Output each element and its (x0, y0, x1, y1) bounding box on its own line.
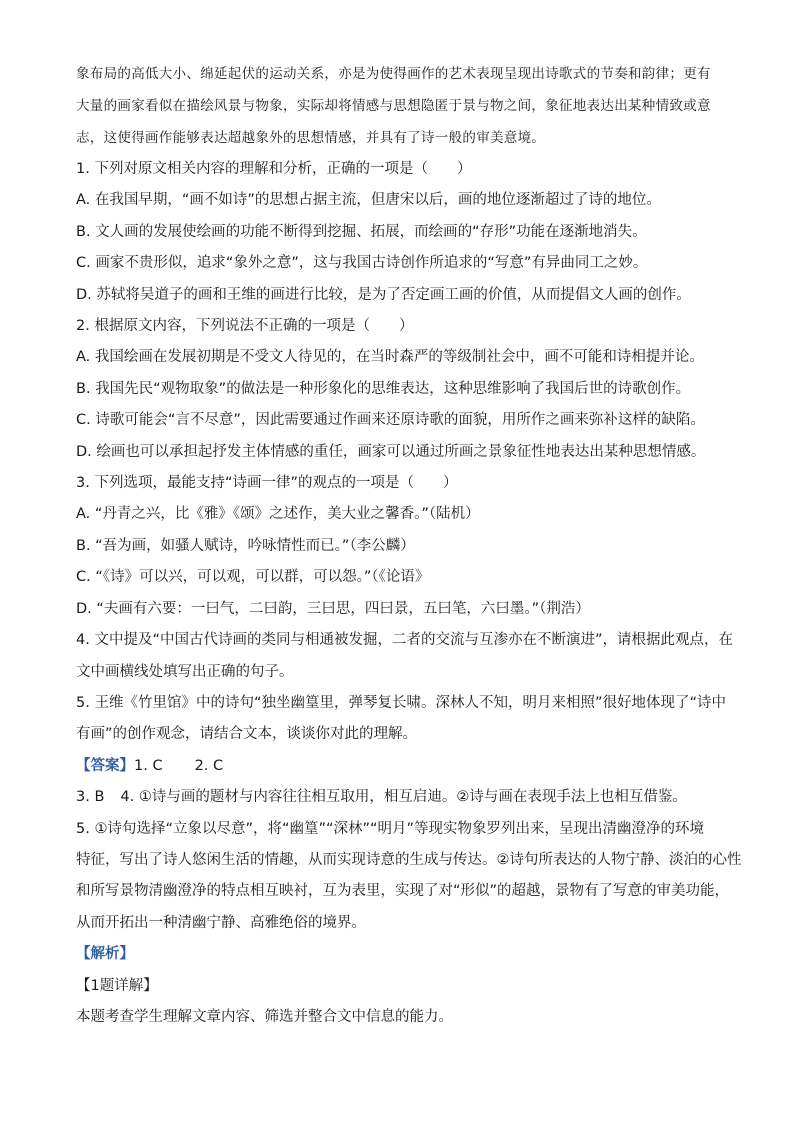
option-d: D. 绘画也可以承担起抒发主体情感的重任，画家可以通过所画之景象征性地表达出某种思想情感。 (76, 443, 706, 460)
answer-5-line: 5. ①诗句选择“立象以尽意”，将“幽篁”“深林”“明月”等现实物象罗列出来，呈现出清幽澄净的环境 (76, 820, 705, 837)
answer-1: 1. C (134, 757, 163, 774)
option-a: A. 在我国早期，“画不如诗”的思想占据主流，但唐宋以后，画的地位逐渐超过了诗的地位。 (76, 192, 661, 209)
answer-4: 4. ①诗与画的题材与内容往往相互取用，相互启迪。②诗与画在表现手法上也相互借鉴。 (120, 789, 687, 806)
analysis-label: 【解析】 (76, 946, 134, 963)
option-a: A. 我国绘画在发展初期是不受文人待见的，在当时森严的等级制社会中，画不可能和诗相提并论。 (76, 349, 704, 366)
option-b: B. 我国先民“观物取象”的做法是一种形象化的思维表达，这种思维影响了我国后世的诗歌创作。 (76, 380, 691, 397)
passage-line: 志，这使得画作能够表达超越象外的思想情感，并具有了诗一般的审美意境。 (76, 130, 546, 146)
passage-excerpt (76, 58, 718, 154)
analysis-text: 本题考查学生理解文章内容、筛选并整合文中信息的能力。 (76, 1008, 453, 1025)
option-c: C. 画家不贵形似，追求“象外之意”，这与我国古诗创作所追求的“写意”有异曲同工之妙。 (76, 255, 648, 272)
passage-line: 大量的画家看似在描绘风景与物象，实际却将情感与思想隐匿于景与物之间，象征地表达出某种情致或意 (76, 98, 711, 114)
question-3 (76, 468, 718, 625)
analysis-sub-label: 【1题详解】 (76, 977, 158, 994)
question-stem: 1. 下列对原文相关内容的理解和分析，正确的一项是（ ） (76, 161, 472, 177)
option-a: A. “丹青之兴，比《雅》《颂》之述作，美大业之馨香。”（陆机） (76, 506, 480, 523)
option-c: C. 诗歌可能会“言不尽意”，因此需要通过作画来还原诗歌的面貌，用所作之画来弥补这样的缺陷。 (76, 412, 705, 429)
answer-5-line: 和所写景物清幽澄净的特点相互映衬，互为表里，实现了对“形似”的超越，景物有了写意的审美功能， (76, 883, 730, 900)
question-1 (76, 154, 718, 311)
answer-2: 2. C (194, 757, 224, 774)
answer-3: 3. B (76, 789, 105, 806)
question-line: 5. 王维《竹里馆》中的诗句“独坐幽篁里，弹琴复长啸。深林人不知，明月来相照”很好地体现了“诗中 (76, 694, 726, 711)
answer-line (76, 782, 718, 813)
question-line: 4. 文中提及“中国古代诗画的类同与相通被发掘，二者的交流与互渗亦在不断演进”，请根据此观点，在 (76, 632, 733, 649)
question-stem: 2. 根据原文内容，下列说法不正确的一项是（ ） (76, 318, 414, 335)
passage-line: 象布局的高低大小、绵延起伏的运动关系，亦是为使得画作的艺术表现呈现出诗歌式的节奏和韵律；更有 (76, 66, 711, 82)
option-c: C. “《诗》可以兴，可以观，可以群，可以怨。”（《论语》 (76, 569, 430, 586)
analysis-section (76, 939, 718, 1033)
question-line: 文中画横线处填写出正确的句子。 (76, 663, 294, 680)
answer-5-line: 特征，写出了诗人悠闲生活的情趣，从而实现诗意的生成与传达。②诗句所表达的人物宁静、淡泊的心性 (76, 851, 742, 868)
answer-label: 【答案】 (76, 757, 134, 774)
option-d: D. “夫画有六要：一曰气，二曰韵，三曰思，四曰景，五曰笔，六曰墨。”（荆浩） (76, 600, 590, 617)
answer-section (76, 751, 742, 939)
question-line: 有画”的创作观念，请结合文本，谈谈你对此的理解。 (76, 726, 418, 743)
question-5 (76, 688, 726, 751)
question-4 (76, 625, 733, 688)
question-stem: 3. 下列选项，最能支持“诗画一律”的观点的一项是（ ） (76, 475, 458, 492)
option-b: B. 文人画的发展使绘画的功能不断得到挖掘、拓展，而绘画的“存形”功能在逐渐地消失。 (76, 223, 647, 240)
answer-5-line: 从而开拓出一种清幽宁静、高雅绝俗的境界。 (76, 914, 366, 931)
answer-line (76, 751, 718, 782)
option-b: B. “吾为画，如骚人赋诗，吟咏情性而已。”（李公麟） (76, 537, 415, 554)
question-2 (76, 311, 718, 468)
option-d: D. 苏轼将吴道子的画和王维的画进行比较，是为了否定画工画的价值，从而提倡文人画的创作。 (76, 286, 691, 303)
